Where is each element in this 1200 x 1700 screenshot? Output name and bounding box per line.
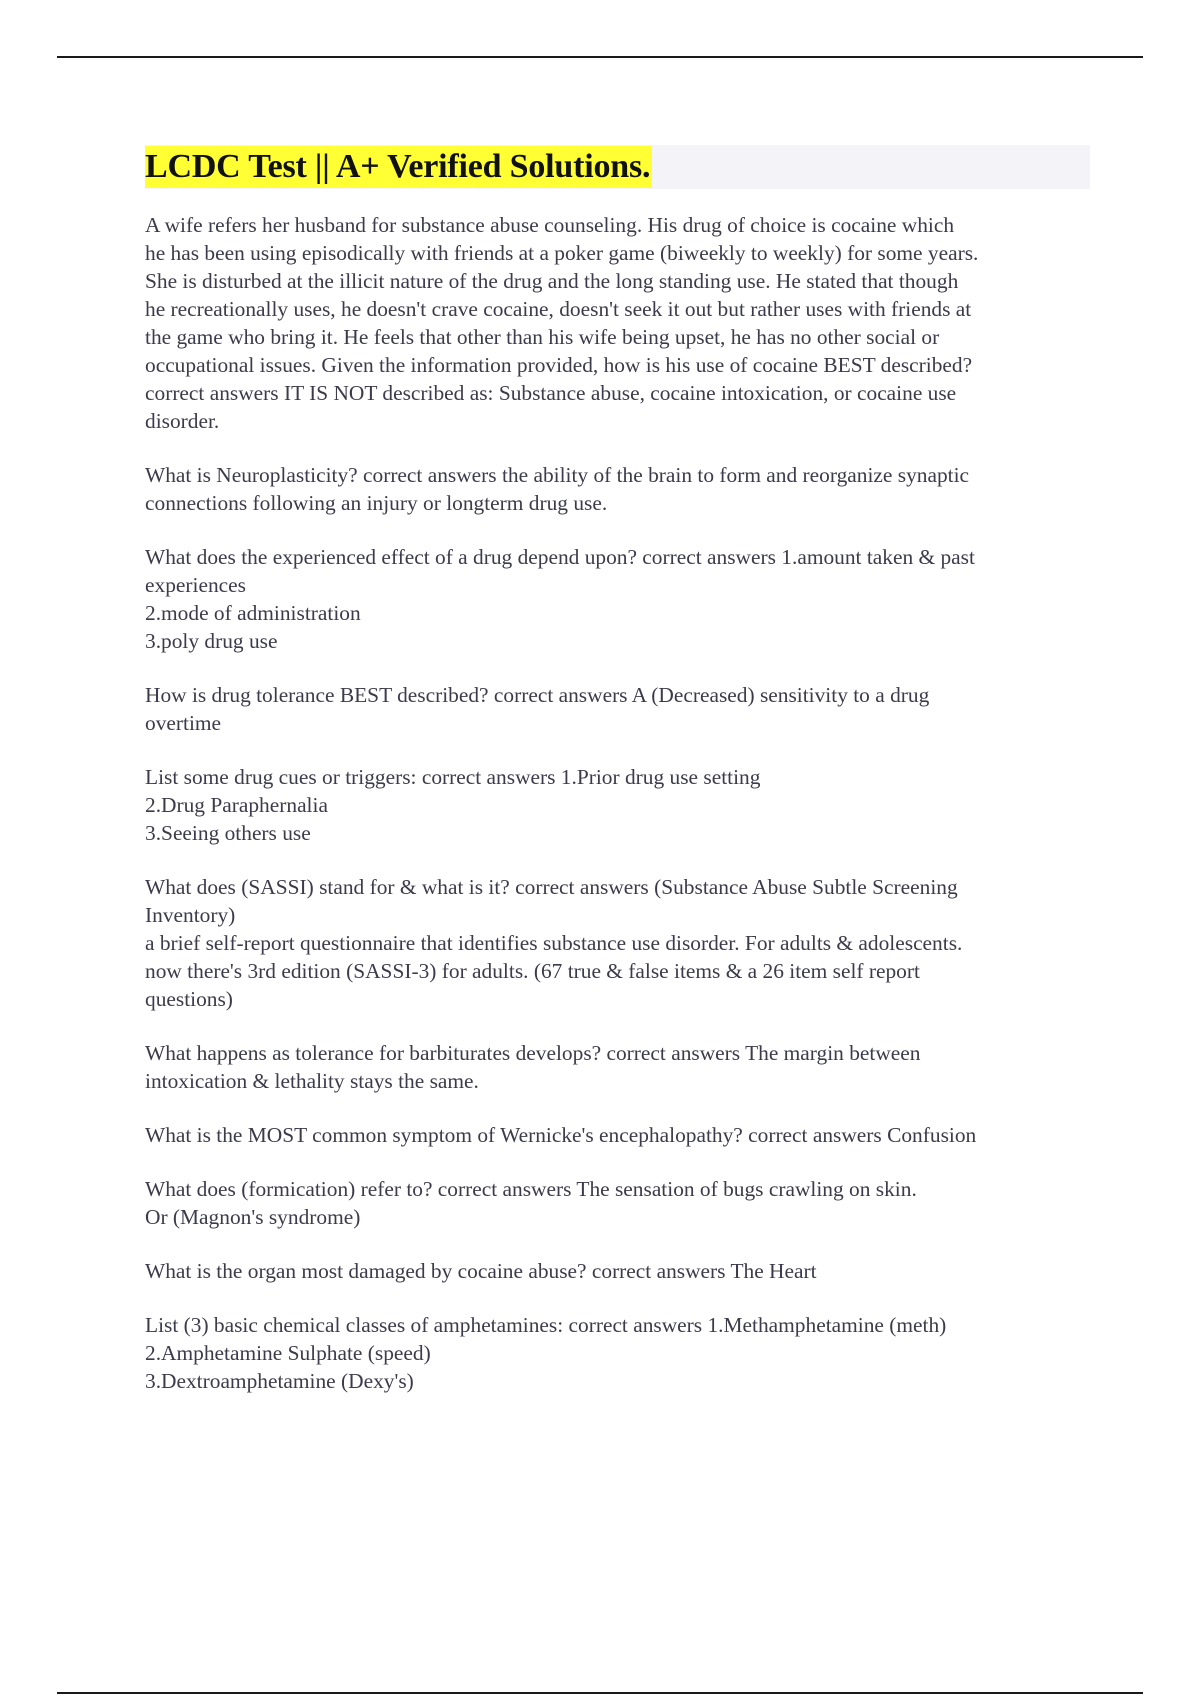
qa-item (145, 681, 1090, 737)
qa-line: How is drug tolerance BEST described? correct answers A (Decreased) sensitivity to a drug (145, 683, 930, 707)
qa-item (145, 211, 1090, 435)
qa-item (145, 1121, 1090, 1149)
qa-item (145, 461, 1090, 517)
qa-line: 3.Seeing others use (145, 821, 311, 845)
qa-line: occupational issues. Given the information provided, how is his use of cocaine BEST described? (145, 353, 973, 377)
qa-item (145, 763, 1090, 847)
document-body (145, 145, 1090, 1421)
qa-line: correct answers IT IS NOT described as: Substance abuse, cocaine intoxication, or cocaine use (145, 381, 957, 405)
qa-line: What does (formication) refer to? correct answers The sensation of bugs crawling on skin. (145, 1177, 917, 1201)
qa-line: What is the MOST common symptom of Wernicke's encephalopathy? correct answers Confusion (145, 1123, 977, 1147)
qa-item (145, 543, 1090, 655)
qa-item (145, 1039, 1090, 1095)
qa-line: questions) (145, 987, 233, 1011)
qa-line: disorder. (145, 409, 220, 433)
qa-line: now there's 3rd edition (SASSI-3) for adults. (67 true & false items & a 26 item self report (145, 959, 920, 983)
page-title: LCDC Test || A+ Verified Solutions. (145, 146, 652, 188)
qa-line: What does (SASSI) stand for & what is it? correct answers (Substance Abuse Subtle Screening (145, 875, 958, 899)
qa-item (145, 1257, 1090, 1285)
qa-line: Inventory) (145, 903, 236, 927)
qa-line: the game who bring it. He feels that other than his wife being upset, he has no other social or (145, 325, 940, 349)
qa-line: intoxication & lethality stays the same. (145, 1069, 479, 1093)
qa-line: 2.Drug Paraphernalia (145, 793, 328, 817)
qa-line: List some drug cues or triggers: correct answers 1.Prior drug use setting (145, 765, 761, 789)
qa-list (145, 211, 1090, 1395)
qa-line: overtime (145, 711, 222, 735)
qa-line: A wife refers her husband for substance abuse counseling. His drug of choice is cocaine which (145, 213, 955, 237)
qa-line: Or (Magnon's syndrome) (145, 1205, 361, 1229)
qa-line: List (3) basic chemical classes of amphetamines: correct answers 1.Methamphetamine (meth) (145, 1313, 947, 1337)
top-rule (57, 56, 1143, 58)
qa-line: he has been using episodically with friends at a poker game (biweekly to weekly) for some years. (145, 241, 979, 265)
qa-item (145, 1311, 1090, 1395)
title-bar (145, 145, 1090, 189)
qa-line: She is disturbed at the illicit nature of the drug and the long standing use. He stated that though (145, 269, 959, 293)
qa-item (145, 873, 1090, 1013)
qa-line: he recreationally uses, he doesn't crave cocaine, doesn't seek it out but rather uses with friends at (145, 297, 972, 321)
qa-line: What is the organ most damaged by cocaine abuse? correct answers The Heart (145, 1259, 817, 1283)
qa-line: What does the experienced effect of a drug depend upon? correct answers 1.amount taken & past (145, 545, 975, 569)
qa-item (145, 1175, 1090, 1231)
qa-line: experiences (145, 573, 246, 597)
qa-line: a brief self-report questionnaire that identifies substance use disorder. For adults & adolescents. (145, 931, 963, 955)
qa-line: 3.poly drug use (145, 629, 278, 653)
qa-line: connections following an injury or longterm drug use. (145, 491, 608, 515)
qa-line: What happens as tolerance for barbiturates develops? correct answers The margin between (145, 1041, 921, 1065)
bottom-rule (57, 1692, 1143, 1694)
qa-line: 3.Dextroamphetamine (Dexy's) (145, 1369, 414, 1393)
qa-line: 2.mode of administration (145, 601, 361, 625)
qa-line: What is Neuroplasticity? correct answers the ability of the brain to form and reorganize synaptic (145, 463, 970, 487)
qa-line: 2.Amphetamine Sulphate (speed) (145, 1341, 431, 1365)
